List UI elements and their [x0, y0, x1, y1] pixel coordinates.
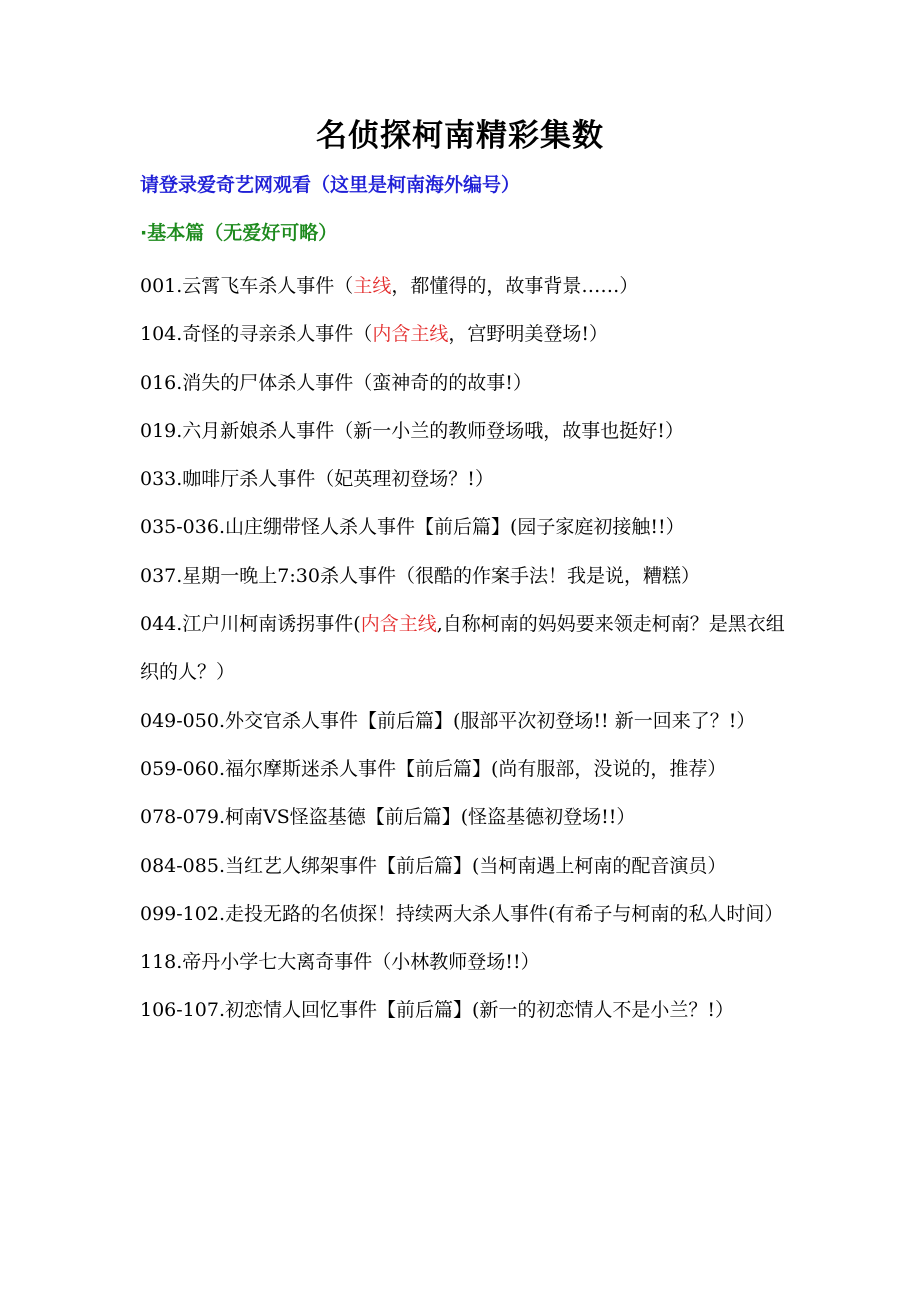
entry-text: 104.奇怪的寻亲杀人事件（ — [140, 323, 373, 346]
entry-highlight: 内含主线 — [360, 613, 437, 636]
entry-text: 035-036.山庄绷带怪人杀人事件【前后篇】(园子家庭初接触!!） — [140, 516, 685, 539]
entry-highlight: 主线 — [353, 275, 392, 297]
section-heading: ·基本篇（无爱好可略） — [140, 222, 338, 244]
entry-text-tail: ，都懂得的，故事背景……） — [391, 275, 639, 297]
entry-text: 037.星期一晚上7:30杀人事件（很酷的作案手法！我是说，糟糕） — [140, 564, 700, 587]
episode-entry — [140, 745, 785, 793]
episode-entry — [140, 359, 785, 407]
episode-entry — [140, 552, 785, 600]
entry-text: 118.帝丹小学七大离奇事件（小林教师登场!!） — [140, 951, 540, 974]
episode-entry — [140, 407, 785, 455]
episode-entry — [140, 842, 785, 890]
entry-text-tail: ，宫野明美登场!） — [448, 323, 608, 346]
entry-text: 084-085.当红艺人绑架事件【前后篇】(当柯南遇上柯南的配音演员） — [140, 854, 727, 877]
entry-text: 106-107.初恋情人回忆事件【前后篇】(新一的初恋情人不是小兰？!） — [140, 999, 735, 1022]
episode-entry — [140, 938, 785, 986]
entry-text: 001.云霄飞车杀人事件（ — [140, 275, 354, 297]
entry-text: 044.江户川柯南诱拐事件( — [140, 613, 361, 636]
entry-text: 033.咖啡厅杀人事件（妃英理初登场？!） — [140, 468, 494, 491]
entry-text: 019.六月新娘杀人事件（新一小兰的教师登场哦，故事也挺好!） — [140, 419, 684, 442]
entry-text: 099-102.走投无路的名侦探！持续两大杀人事件(有希子与柯南的私人时间） — [140, 902, 784, 925]
episode-entry — [140, 890, 785, 938]
entry-text: 049-050.外交官杀人事件【前后篇】(服部平次初登场!! 新一回来了？!） — [140, 709, 756, 732]
episode-entry — [140, 600, 785, 697]
entry-text-tail: ,自称柯南的妈妈要来领走柯南？是黑衣组织的人？） — [140, 613, 785, 684]
entry-text: 016.消失的尸体杀人事件（蛮神奇的的故事!） — [140, 371, 532, 394]
entry-highlight: 内含主线 — [372, 323, 449, 346]
entry-text: 078-079.柯南VS怪盗基德【前后篇】(怪盗基德初登场!!） — [140, 806, 636, 829]
episode-entry — [140, 793, 785, 841]
page-title: 名侦探柯南精彩集数 — [316, 118, 604, 154]
entry-text: 059-060.福尔摩斯迷杀人事件【前后篇】(尚有服部，没说的，推荐） — [140, 757, 727, 780]
episode-entry — [140, 503, 785, 551]
episode-list — [140, 262, 785, 1035]
episode-entry — [140, 697, 785, 745]
episode-entry — [140, 262, 785, 310]
episode-entry — [140, 455, 785, 503]
viewing-note: 请登录爱奇艺网观看（这里是柯南海外编号） — [140, 174, 521, 196]
episode-entry — [140, 986, 785, 1034]
episode-entry — [140, 310, 785, 358]
